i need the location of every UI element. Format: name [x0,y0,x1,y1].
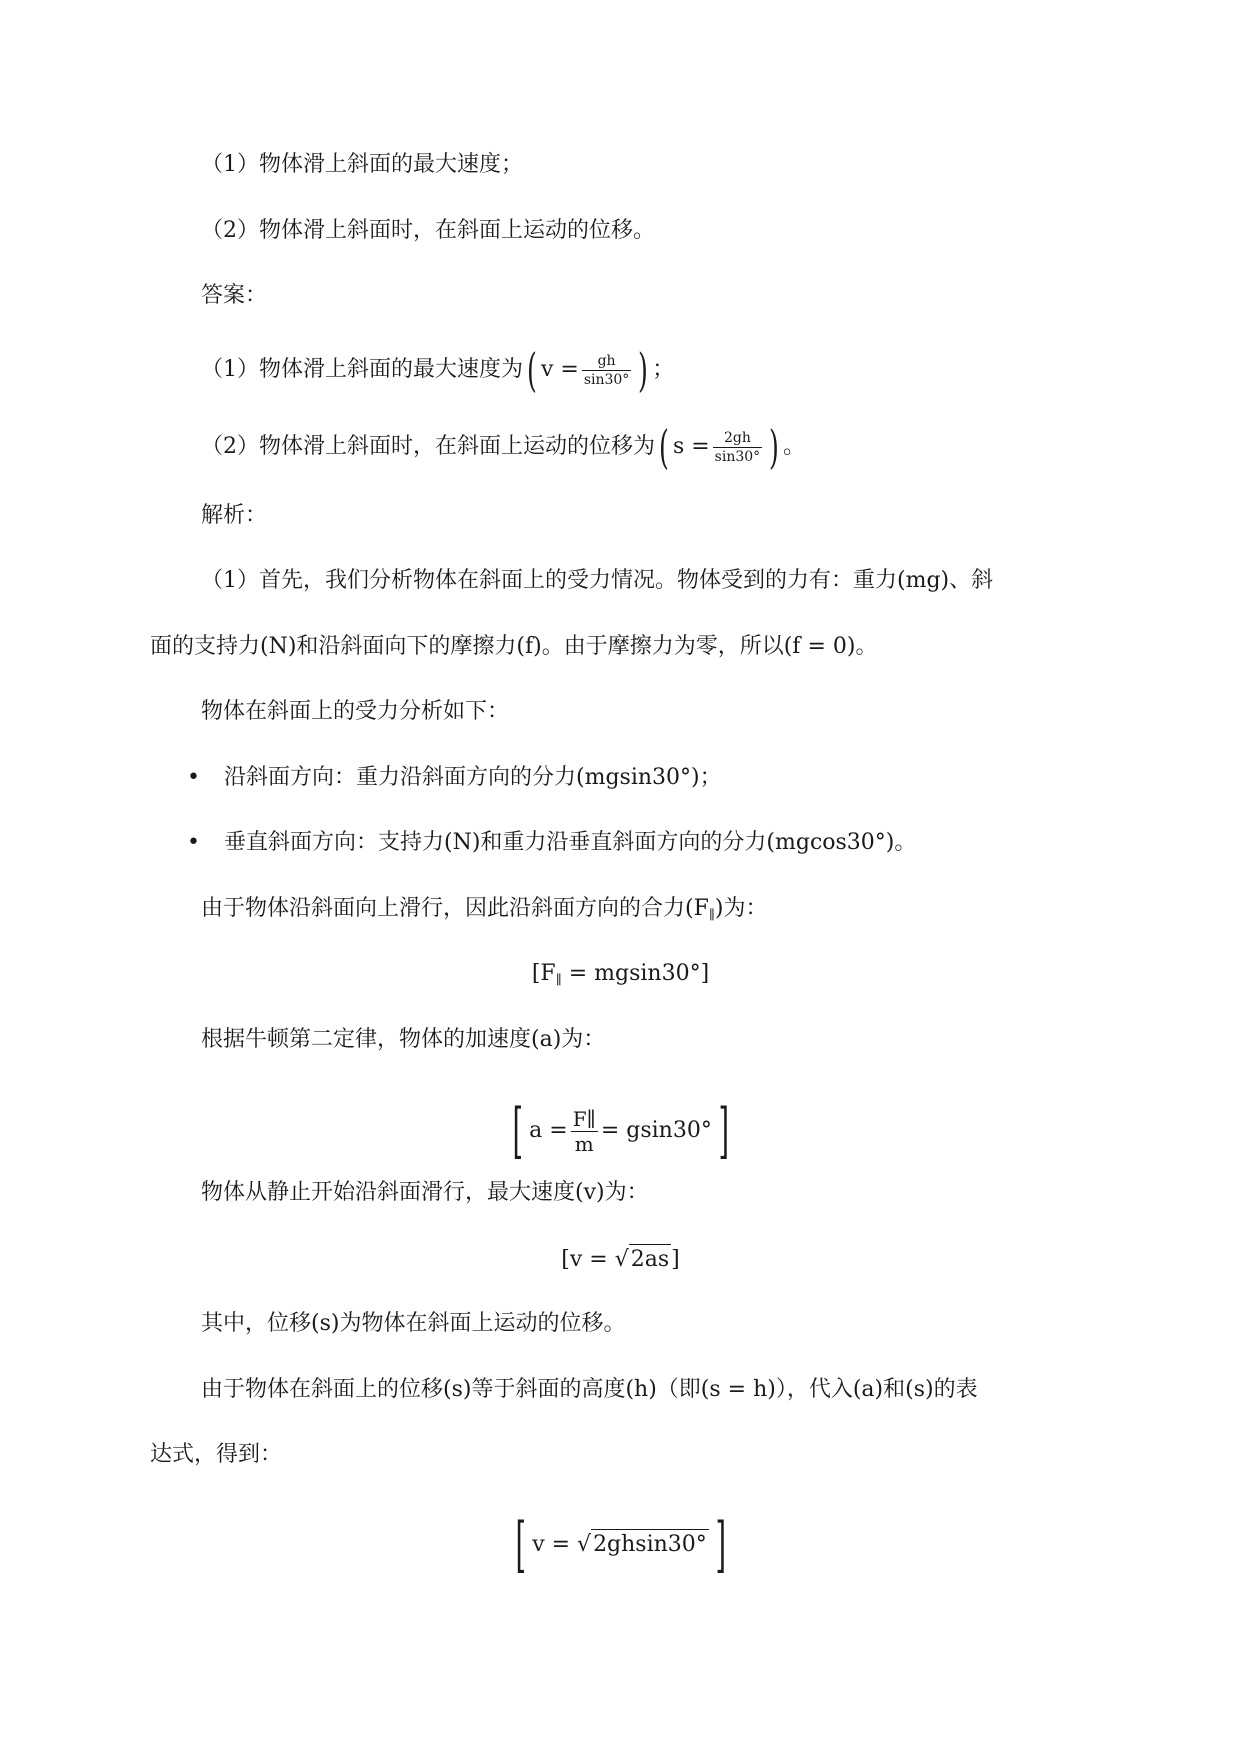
equation-3-radicand: 2as [629,1244,671,1275]
bullet-item-1: 沿斜面方向：重力沿斜面方向的分力(mgsin30°)； [224,765,722,790]
right-paren: ) [638,343,649,397]
vmax-text: 物体从静止开始沿斜面滑行，最大速度(v)为： [201,1180,649,1205]
left-bracket: [ [515,1510,526,1580]
equation-2-denominator: m [571,1131,598,1156]
equation-2-rhs: = gsin30° [600,1118,712,1143]
net-force-subscript: ∥ [708,908,715,923]
answer-2-numerator: 2gh [723,429,751,446]
force-intro: 物体在斜面上的受力分析如下： [201,699,510,724]
equation-4-lhs: v = √ [532,1532,592,1557]
equation-3-lhs: [v = √ [561,1247,629,1272]
equation-1-subscript: ∥ [555,973,562,988]
bullet-dot: • [187,830,200,855]
bullet-dot: • [187,765,200,790]
answer-2-lhs: s = [672,434,710,459]
bullet-item-2: 垂直斜面方向：支持力(N)和重力沿垂直斜面方向的分力(mgcos30°)。 [224,830,917,855]
equation-4 [0,1510,1241,1580]
where-text: 其中，位移(s)为物体在斜面上运动的位移。 [201,1311,626,1336]
equation-3-end: ] [671,1247,680,1272]
answer-1-numerator: gh [597,352,616,369]
answer-2-fraction [713,429,763,466]
equation-2-numerator: F∥ [572,1106,596,1131]
answer-label: 答案： [201,283,268,308]
analysis-para-1-line-1: （1）首先，我们分析物体在斜面上的受力情况。物体受到的力有：重力(mg)、斜 [201,568,994,593]
analysis-para-1-line-2: 面的支持力(N)和沿斜面向下的摩擦力(f)。由于摩擦力为零，所以(f = 0)。 [150,634,878,659]
right-paren: ) [769,420,780,474]
answer-2-end: 。 [783,434,806,459]
answer-2-denominator: sin30° [714,448,761,465]
left-paren: ( [659,420,669,474]
right-bracket: ] [715,1510,726,1580]
answer-1-lhs: v = [540,357,579,382]
question-2: （2）物体滑上斜面时，在斜面上运动的位移。 [201,218,655,243]
answer-2 [201,420,1091,474]
analysis-label: 解析： [201,503,268,528]
substitution-line-2: 达式，得到： [150,1442,283,1467]
equation-1-rhs: = mgsin30°] [561,961,710,986]
left-paren: ( [527,343,537,397]
answer-2-text: （2）物体滑上斜面时，在斜面上运动的位移为 [201,434,655,459]
left-bracket: [ [512,1096,523,1166]
equation-2-fraction [571,1107,598,1156]
answer-1-end: ； [652,357,675,382]
equation-1-lhs: [F [531,961,556,986]
answer-1-text: （1）物体滑上斜面的最大速度为 [201,357,523,382]
newton-text: 根据牛顿第二定律，物体的加速度(a)为： [201,1027,606,1052]
net-force-text-end: )为： [714,896,768,921]
answer-1-denominator: sin30° [583,371,630,388]
answer-1-fraction [582,352,632,389]
equation-2-lhs: a = [529,1118,568,1143]
answer-1 [201,343,1091,397]
equation-1 [0,959,1241,996]
substitution-line-1: 由于物体在斜面上的位移(s)等于斜面的高度(h)（即(s = h)），代入(a)和(s)的表 [201,1377,978,1402]
equation-2 [0,1096,1241,1166]
equation-4-radicand: 2ghsin30° [591,1529,709,1560]
net-force-text-main: 由于物体沿斜面向上滑行，因此沿斜面方向的合力(F [201,896,709,921]
question-1: （1）物体滑上斜面的最大速度； [201,152,523,177]
right-bracket: ] [718,1096,729,1166]
net-force-text [201,894,1091,931]
equation-3 [0,1244,1241,1275]
